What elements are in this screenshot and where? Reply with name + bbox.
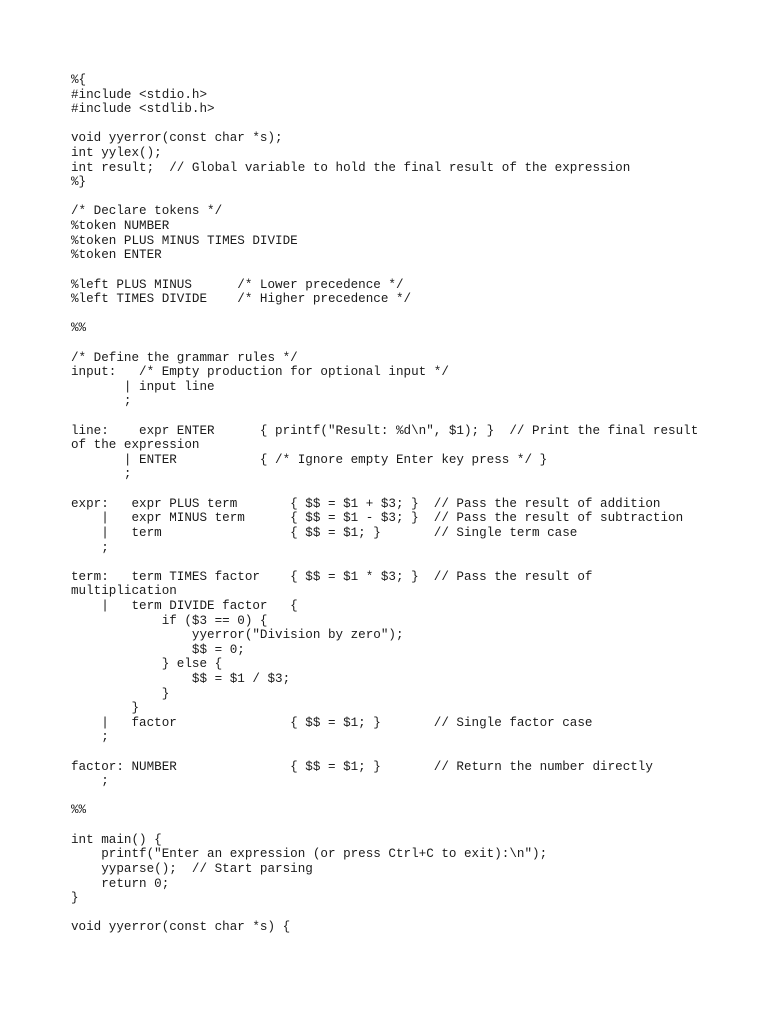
- code-line: %left TIMES DIVIDE /* Higher precedence */: [71, 292, 412, 307]
- code-line: input: /* Empty production for optional input */: [71, 365, 449, 380]
- code-line: %left PLUS MINUS /* Lower precedence */: [71, 277, 404, 292]
- code-block: [71, 73, 731, 935]
- code-line: %token PLUS MINUS TIMES DIVIDE: [71, 233, 298, 248]
- code-line: [71, 117, 731, 132]
- code-line: int yylex();: [71, 146, 162, 161]
- code-line: int result; // Global variable to hold the final result of the expression: [71, 160, 631, 175]
- code-line: ;: [71, 730, 109, 745]
- code-line: [71, 789, 731, 804]
- code-line: void yyerror(const char *s);: [71, 131, 283, 146]
- code-line: [71, 555, 731, 570]
- code-line: #include <stdio.h>: [71, 87, 208, 102]
- code-line: if ($3 == 0) {: [71, 613, 268, 628]
- code-line: /* Define the grammar rules */: [71, 350, 298, 365]
- code-line: return 0;: [71, 876, 170, 891]
- code-line: | ENTER { /* Ignore empty Enter key press */ }: [71, 452, 548, 467]
- code-line: [71, 307, 731, 322]
- code-line: | input line: [71, 379, 215, 394]
- code-line: term: term TIMES factor { $$ = $1 * $3; } // Pass the result of: [71, 569, 593, 584]
- code-line: of the expression: [71, 438, 200, 453]
- code-line: expr: expr PLUS term { $$ = $1 + $3; } // Pass the result of addition: [71, 496, 661, 511]
- code-line: factor: NUMBER { $$ = $1; } // Return the number directly: [71, 759, 653, 774]
- code-line: [71, 263, 731, 278]
- code-line: %token NUMBER: [71, 219, 170, 234]
- code-line: %%: [71, 321, 87, 336]
- code-line: | term { $$ = $1; } // Single term case: [71, 525, 578, 540]
- code-line: | factor { $$ = $1; } // Single factor case: [71, 715, 593, 730]
- code-line: | term DIVIDE factor {: [71, 598, 298, 613]
- code-line: }: [71, 701, 140, 716]
- code-line: #include <stdlib.h>: [71, 102, 215, 117]
- code-line: line: expr ENTER { printf("Result: %d\n", $1); } // Print the final result: [71, 423, 699, 438]
- code-line: $$ = 0;: [71, 642, 245, 657]
- code-line: [71, 336, 731, 351]
- code-line: } else {: [71, 657, 223, 672]
- code-line: [71, 409, 731, 424]
- code-line: yyparse(); // Start parsing: [71, 861, 313, 876]
- code-line: [71, 745, 731, 760]
- code-line: ;: [71, 467, 132, 482]
- code-line: [71, 482, 731, 497]
- code-line: %token ENTER: [71, 248, 162, 263]
- code-line: ;: [71, 774, 109, 789]
- code-line: %%: [71, 803, 87, 818]
- code-line: yyerror("Division by zero");: [71, 628, 404, 643]
- code-line: ;: [71, 540, 109, 555]
- code-line: %}: [71, 175, 87, 190]
- code-line: [71, 818, 731, 833]
- code-line: void yyerror(const char *s) {: [71, 920, 291, 935]
- code-line: }: [71, 891, 79, 906]
- code-line: [71, 190, 731, 205]
- code-line: }: [71, 686, 170, 701]
- code-line: int main() {: [71, 832, 162, 847]
- code-line: $$ = $1 / $3;: [71, 671, 291, 686]
- code-line: multiplication: [71, 584, 177, 599]
- code-line: [71, 906, 731, 921]
- code-line: | expr MINUS term { $$ = $1 - $3; } // Pass the result of subtraction: [71, 511, 684, 526]
- code-line: ;: [71, 394, 132, 409]
- code-line: /* Declare tokens */: [71, 204, 223, 219]
- code-line: printf("Enter an expression (or press Ctrl+C to exit):\n");: [71, 847, 548, 862]
- code-line: %{: [71, 73, 87, 87]
